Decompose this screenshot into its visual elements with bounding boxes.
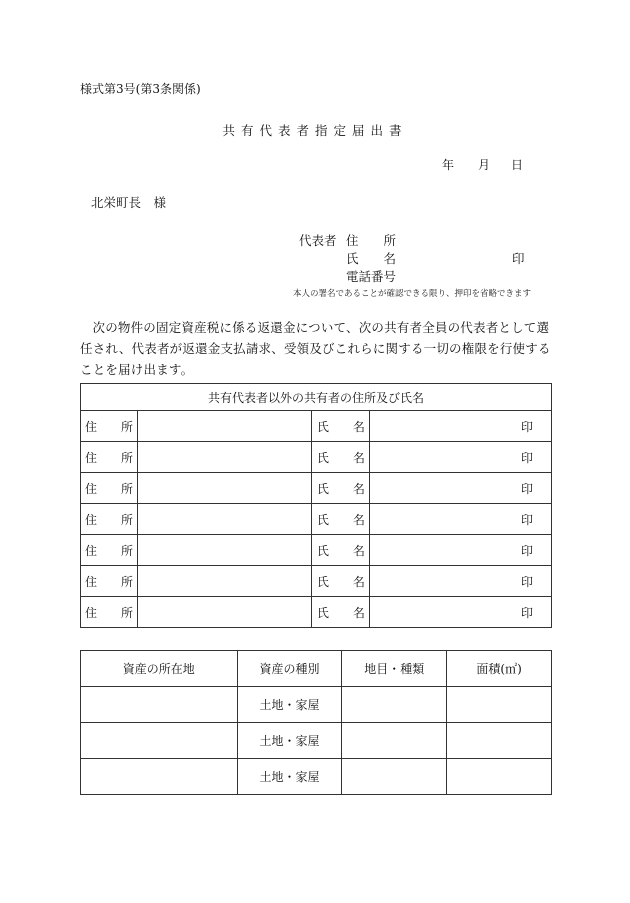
- address-label: 住 所: [81, 411, 138, 442]
- name-label: 氏 名: [312, 535, 370, 566]
- column-header-location: 資産の所在地: [81, 651, 238, 687]
- table-row: [81, 442, 552, 473]
- name-label: 氏 名: [312, 504, 370, 535]
- co-owners-table-header: 共有代表者以外の共有者の住所及び氏名: [81, 384, 552, 411]
- name-label: 氏 名: [312, 473, 370, 504]
- column-header-area: 面積(㎡): [447, 651, 552, 687]
- intro-paragraph: 次の物件の固定資産税に係る返還金について、次の共有者全員の代表者として選任され、代表者が返還金支払請求、受領及びこれらに関する一切の権限を行使することを届け出ます。: [80, 320, 551, 377]
- seal-mark: 印: [520, 450, 533, 465]
- date-year-label: 年: [442, 158, 455, 172]
- addressee: 北栄町長 様: [91, 195, 167, 210]
- seal-mark: 印: [520, 512, 533, 527]
- table-row: [81, 504, 552, 535]
- address-label: 住 所: [81, 473, 138, 504]
- address-label: 住 所: [81, 535, 138, 566]
- category-field[interactable]: [342, 687, 447, 723]
- location-field[interactable]: [81, 759, 238, 795]
- representative-name-label: 氏 名: [346, 251, 397, 266]
- name-field[interactable]: [370, 504, 552, 535]
- date-day-label: 日: [511, 158, 524, 172]
- date-month-label: 月: [478, 158, 491, 172]
- category-field[interactable]: [342, 759, 447, 795]
- address-field[interactable]: [137, 473, 312, 504]
- table-row: [81, 723, 552, 759]
- name-field[interactable]: [370, 535, 552, 566]
- table-row: [81, 759, 552, 795]
- name-field[interactable]: [370, 473, 552, 504]
- area-field[interactable]: [447, 759, 552, 795]
- address-field[interactable]: [137, 535, 312, 566]
- column-header-type: 資産の種別: [237, 651, 342, 687]
- table-row: [81, 597, 552, 628]
- table-row: [81, 473, 552, 504]
- table-row: [81, 535, 552, 566]
- name-field[interactable]: [370, 597, 552, 628]
- name-label: 氏 名: [312, 442, 370, 473]
- category-field[interactable]: [342, 723, 447, 759]
- address-label: 住 所: [81, 566, 138, 597]
- asset-type: 土地・家屋: [237, 687, 342, 723]
- column-header-category: 地目・種類: [342, 651, 447, 687]
- address-field[interactable]: [137, 597, 312, 628]
- seal-mark: 印: [520, 419, 533, 434]
- address-field[interactable]: [137, 411, 312, 442]
- address-field[interactable]: [137, 442, 312, 473]
- address-label: 住 所: [81, 442, 138, 473]
- seal-mark: 印: [520, 574, 533, 589]
- assets-header-row: [81, 651, 552, 687]
- seal-omission-note: 本人の署名であることが確認できる限り、押印を省略できます: [293, 289, 532, 299]
- name-label: 氏 名: [312, 411, 370, 442]
- representative-label: 代表者: [299, 233, 337, 248]
- asset-type: 土地・家屋: [237, 723, 342, 759]
- form-number: 様式第3号(第3条関係): [80, 82, 201, 96]
- name-field[interactable]: [370, 442, 552, 473]
- address-label: 住 所: [81, 597, 138, 628]
- seal-mark: 印: [520, 481, 533, 496]
- document-title: 共有代表者指定届出書: [222, 123, 408, 138]
- seal-mark: 印: [520, 605, 533, 620]
- table-row: [81, 566, 552, 597]
- seal-mark: 印: [520, 543, 533, 558]
- representative-seal: 印: [512, 251, 525, 266]
- address-field[interactable]: [137, 566, 312, 597]
- address-label: 住 所: [81, 504, 138, 535]
- name-label: 氏 名: [312, 566, 370, 597]
- area-field[interactable]: [447, 723, 552, 759]
- area-field[interactable]: [447, 687, 552, 723]
- location-field[interactable]: [81, 723, 238, 759]
- co-owners-table: [80, 383, 552, 628]
- table-row: [81, 687, 552, 723]
- representative-phone-label: 電話番号: [346, 269, 397, 284]
- assets-table: [80, 650, 552, 795]
- asset-type: 土地・家屋: [237, 759, 342, 795]
- name-label: 氏 名: [312, 597, 370, 628]
- name-field[interactable]: [370, 411, 552, 442]
- location-field[interactable]: [81, 687, 238, 723]
- name-field[interactable]: [370, 566, 552, 597]
- address-field[interactable]: [137, 504, 312, 535]
- representative-address-label: 住 所: [346, 233, 397, 248]
- table-row: [81, 411, 552, 442]
